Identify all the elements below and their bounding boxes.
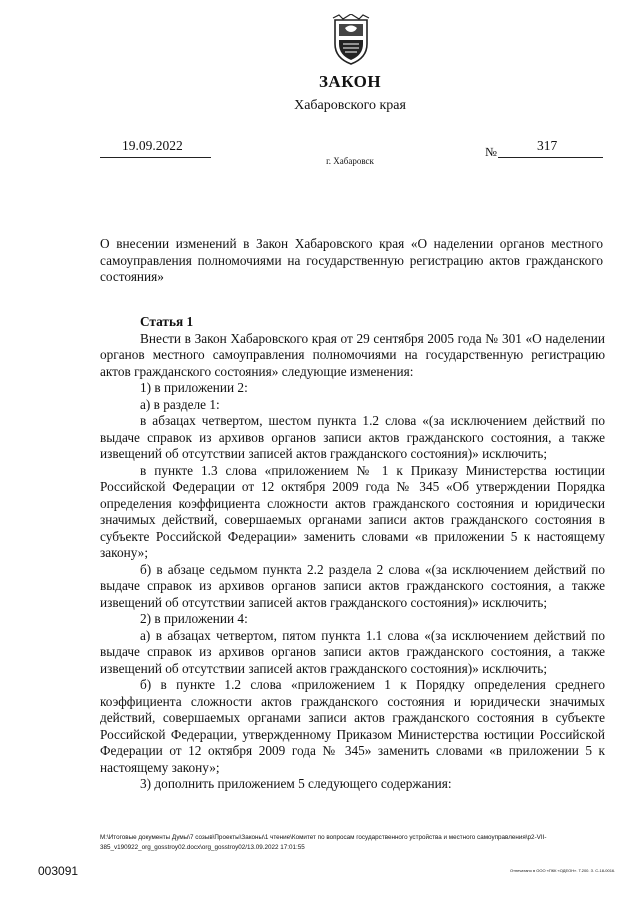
law-heading: О внесении изменений в Закон Хабаровского края «О наделении органов местного самоуправления полномочиями на государственную регистрацию актов гражданского состояния» xyxy=(100,236,603,284)
city-label: г. Хабаровск xyxy=(326,156,374,166)
footer-printer-note: Отпечатано в ООО «ПКК «ОДЕОН». Т.200. З. С-18-0016. xyxy=(510,868,616,873)
document-title: ЗАКОН xyxy=(318,72,382,91)
body-paragraph: 3) дополнить приложением 5 следующего содержания: xyxy=(140,776,452,791)
footer-file-path: M:\Итоговые документы Думы\7 созыв\Проекты\Законы\1 чтение\Комитет по вопросам государственного устройства и местного самоуправления\р2-VII-385_v190922_org_gosstroy02.docx\org_gosstroy02/13.09.2022 17:01:55 xyxy=(100,834,547,851)
document-date: 19.09.2022 xyxy=(122,138,183,153)
document-number: 317 xyxy=(537,138,558,153)
body-paragraph: б) в пункте 1.2 слова «приложением 1 к Порядку определения среднего коэффициента сложности актов гражданского состояния и юридически значимых действий, совершаемых органами записи актов гражданского состояния в субъекте Российской Федерации, утвержденному Приказом Министерства юстиции Российской Федерации от 12 октября 2009 года № 345» заменить словами «в приложении 5 к настоящему закону»; xyxy=(100,677,605,775)
coat-of-arms-emblem xyxy=(331,14,371,66)
footer-doc-code: 003091 xyxy=(38,864,79,878)
article-title: Статья 1 xyxy=(140,314,194,329)
body-paragraph: 2) в приложении 4: xyxy=(140,611,248,626)
body-paragraph: в абзацах четвертом, шестом пункта 1.2 слова «(за исключением действий по выдаче справок из архивов органов записи актов гражданского состояния, а также извещений об отсутствии записей актов гражданского состояния)» исключить; xyxy=(100,413,605,461)
body-paragraph: а) в абзацах четвертом, пятом пункта 1.1 слова «(за исключением действий по выдаче справок из архивов органов записи актов гражданского состояния, а также извещений об отсутствии записей актов гражданского состояния)» исключить; xyxy=(100,627,605,676)
law-body xyxy=(100,314,605,793)
body-paragraph: Внести в Закон Хабаровского края от 29 сентября 2005 года № 301 «О наделении органов местного самоуправления полномочиями на государственную регистрацию актов гражданского состояния» следующие изменения: xyxy=(100,330,605,379)
body-paragraph: в пункте 1.3 слова «приложением № 1 к Приказу Министерства юстиции Российской Федерации от 12 октября 2009 года № 345 «Об утверждении Порядка определения коэффициента сложности актов гражданского состояния и юридически значимых действий, совершаемых органами записи актов гражданского состояния в субъекте Российской Федерации» заменить словами «в приложении 5 к настоящему закону»; xyxy=(100,462,605,560)
document-subtitle: Хабаровского края xyxy=(294,98,406,113)
body-paragraph: а) в разделе 1: xyxy=(140,396,220,412)
number-sign: № xyxy=(485,145,497,159)
body-paragraph: б) в абзаце седьмом пункта 2.2 раздела 2 слова «(за исключением действий по выдаче справок из архивов органов записи актов гражданского состояния, а также извещений об отсутствии записей актов гражданского состояния)» исключить; xyxy=(100,561,605,610)
body-paragraph: 1) в приложении 2: xyxy=(140,380,248,395)
